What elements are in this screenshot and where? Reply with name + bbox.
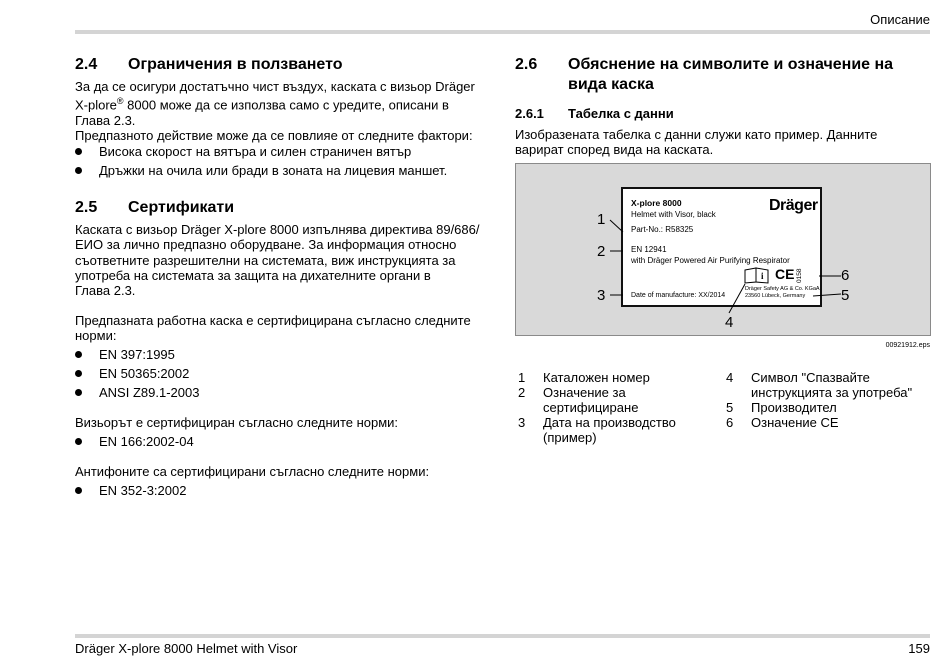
list-item-text: Висока скорост на вятъра и силен страничен вятър <box>99 144 412 159</box>
ce-mark: CE <box>775 266 795 282</box>
text-line: съответните разрешителни на системата, виж инструкцията за <box>75 252 456 268</box>
legend-text: Означение за <box>543 385 626 400</box>
text-fragment: X-plore <box>75 97 117 113</box>
callout-5: 5 <box>841 287 850 304</box>
legend-number: 5 <box>726 400 734 415</box>
legend-text: сертифициране <box>543 400 639 415</box>
bullet-icon <box>75 148 82 155</box>
legend-text: Каталожен номер <box>543 370 650 385</box>
text-line: Предпазната работна каска е сертифицирана съгласно следните <box>75 313 471 328</box>
section-number: 2.5 <box>75 199 98 216</box>
callout-leaders <box>515 163 931 336</box>
subsection-heading-2-6-1 <box>515 106 931 122</box>
footer-document-title: Dräger X-plore 8000 Helmet with Visor <box>75 641 298 656</box>
list-item-text: EN 352-3:2002 <box>99 483 187 498</box>
figure-legend <box>518 370 931 450</box>
bullet-icon <box>75 167 82 174</box>
section-heading-2-6 <box>515 55 931 95</box>
plate-manufacture-date: Date of manufacture: XX/2014 <box>631 292 726 299</box>
list-item <box>75 385 491 401</box>
text-fragment: 8000 може да се използва само с уредите, описани в <box>123 97 449 113</box>
text-line: употреба на системата за защита на дихателните органи в <box>75 267 431 283</box>
legend-text: Означение CE <box>751 415 839 430</box>
section-title-line: вида каска <box>568 76 654 93</box>
text-line: Изобразената табелка с данни служи като пример. Данните <box>515 127 878 142</box>
section-title: Ограничения в ползването <box>128 56 343 73</box>
plate-model: X-plore 8000 <box>631 198 682 208</box>
plate-manufacturer-address: 23560 Lübeck, Germany <box>745 293 806 299</box>
ce-notified-body-number: 0158 <box>796 268 803 283</box>
plate-part-number: Part-No.: R58325 <box>631 225 694 234</box>
paragraph-ear-norms: Антифоните са сертифицирани съгласно следните норми: <box>75 464 430 479</box>
paragraph-helmet-norms <box>75 313 491 344</box>
bullet-icon <box>75 487 82 494</box>
list-item <box>75 366 491 382</box>
text-line: варират според вида на каската. <box>515 142 714 158</box>
subsection-number: 2.6.1 <box>515 106 544 121</box>
list-item <box>75 144 491 160</box>
legend-text: Символ "Спазвайте <box>751 370 870 385</box>
plate-standard: EN 12941 <box>631 245 667 254</box>
registered-mark: ® <box>116 96 124 107</box>
figure-identifier: 00921912.eps <box>885 342 930 349</box>
legend-text: инструкцията за употреба" <box>751 385 913 400</box>
paragraph-certificates <box>75 222 491 298</box>
list-item <box>75 163 491 179</box>
text-line: Предпазното действие може да се повлияе от следните фактори: <box>75 128 473 144</box>
list-item-text: ANSI Z89.1-2003 <box>99 385 200 400</box>
list-item <box>75 434 491 450</box>
plate-manufacturer-name: Dräger Safety AG & Co. KGaA <box>745 286 820 292</box>
info-glyph: i <box>761 271 764 281</box>
legend-number: 4 <box>726 370 734 385</box>
legend-text: Дата на производство <box>543 415 676 430</box>
left-column <box>75 0 491 600</box>
callout-2: 2 <box>597 243 606 260</box>
text-line: Каската с визьор Dräger X-plore 8000 изпълнява директива 89/686/ <box>75 222 480 237</box>
callout-6: 6 <box>841 267 850 284</box>
text-line <box>75 94 491 113</box>
paragraph-data-plate <box>515 127 931 158</box>
bullet-icon <box>75 389 82 396</box>
bullet-icon <box>75 351 82 358</box>
subsection-title: Табелка с данни <box>568 106 674 121</box>
section-number: 2.4 <box>75 56 98 73</box>
legend-number: 1 <box>518 370 526 385</box>
legend-number: 6 <box>726 415 734 430</box>
legend-number: 3 <box>518 415 526 430</box>
running-header-section: Описание <box>870 12 930 27</box>
legend-number: 2 <box>518 385 526 400</box>
paragraph-usage <box>75 79 491 144</box>
text-line: Глава 2.3. <box>75 112 136 128</box>
legend-text: Производител <box>751 400 837 415</box>
callout-3: 3 <box>597 287 606 304</box>
footer-page-number: 159 <box>908 641 930 656</box>
list-item-text: EN 397:1995 <box>99 347 175 362</box>
plate-description: Helmet with Visor, black <box>631 210 716 219</box>
footer-rule <box>75 634 930 638</box>
text-line: норми: <box>75 328 117 344</box>
bullet-icon <box>75 370 82 377</box>
section-title: Сертификати <box>128 199 235 216</box>
callout-1: 1 <box>597 211 606 228</box>
dräger-logo: Dräger <box>769 197 818 214</box>
list-item-text: EN 166:2002-04 <box>99 434 194 449</box>
paragraph-visor-norms: Визьорът е сертифициран съгласно следните норми: <box>75 415 399 430</box>
callout-4: 4 <box>725 314 734 331</box>
list-item <box>75 483 491 499</box>
list-item <box>75 347 491 363</box>
section-number: 2.6 <box>515 56 538 73</box>
plate-respirator-note: with Dräger Powered Air Purifying Respirator <box>631 256 790 265</box>
legend-text: (пример) <box>543 430 597 445</box>
text-line: Глава 2.3. <box>75 283 136 299</box>
list-item-text: Дръжки на очила или бради в зоната на лицевия маншет. <box>99 163 448 178</box>
section-title-line: Обяснение на символите и означение на <box>568 56 894 73</box>
bullet-icon <box>75 438 82 445</box>
text-line: За да се осигури достатъчно чист въздух, каската с визьор Dräger <box>75 79 475 94</box>
list-item-text: EN 50365:2002 <box>99 366 190 381</box>
text-line: ЕИО за лично предпазно оборудване. За информация относно <box>75 237 457 253</box>
